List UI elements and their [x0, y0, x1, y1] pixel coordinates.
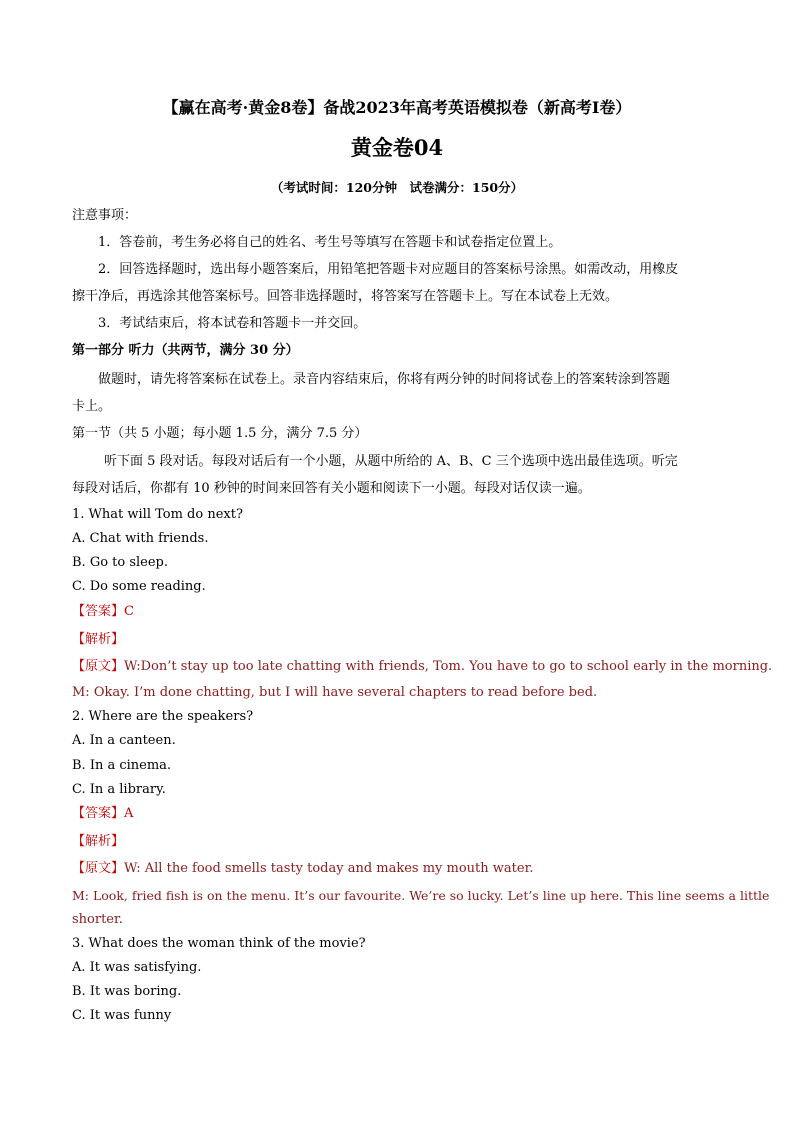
- q3-option-c: C. It was funny: [72, 1008, 172, 1023]
- exam-title: 【赢在高考·黄金8卷】备战2023年高考英语模拟卷（新高考I卷）: [162, 98, 632, 117]
- q2-original-2a: M: Look, fried fish is on the menu. It’s our favourite. We’re so lucky. Let’s line up here. This line seems a little: [72, 888, 770, 903]
- part1-instruction-a: 做题时，请先将答案标在试卷上。录音内容结束后，你将有两分钟的时间将试卷上的答案转涂到答题: [98, 372, 671, 387]
- q2-original-row: [72, 859, 720, 879]
- answer-label: 【答案】: [72, 806, 125, 821]
- original-label: 【原文】: [72, 659, 125, 674]
- answer-label: 【答案】: [72, 604, 125, 619]
- q2-original-2b: shorter.: [72, 912, 123, 927]
- q1-option-c: C. Do some reading.: [72, 579, 206, 594]
- q1-answer-row: [72, 602, 720, 622]
- q2-option-b: B. In a cinema.: [72, 758, 172, 773]
- q2-option-c: C. In a library.: [72, 782, 166, 797]
- original-label: 【原文】: [72, 861, 125, 876]
- section1-instruction-b: 每段对话后，你都有 10 秒钟的时间来回答有关小题和阅读下一小题。每段对话仅读一遍。: [72, 481, 591, 496]
- q1-answer: C: [124, 604, 134, 619]
- note-item-1: 1．答卷前，考生务必将自己的姓名、考生号等填写在答题卡和试卷指定位置上。: [98, 235, 562, 250]
- section1-instruction-a: 听下面 5 段对话。每段对话后有一个小题，从题中所给的 A、B、C 三个选项中选出最佳选项。听完: [104, 454, 678, 469]
- q1-option-a: A. Chat with friends.: [72, 531, 209, 546]
- q2-analysis-label: 【解析】: [72, 834, 125, 849]
- q1-option-b: B. Go to sleep.: [72, 555, 169, 570]
- q3-option-b: B. It was boring.: [72, 984, 182, 999]
- section1-heading: 第一节（共 5 小题；每小题 1.5 分，满分 7.5 分）: [72, 426, 368, 441]
- q3-option-a: A. It was satisfying.: [72, 960, 202, 975]
- q2-answer-row: [72, 804, 720, 824]
- q2-option-a: A. In a canteen.: [72, 733, 176, 748]
- q2-stem: 2. Where are the speakers?: [72, 709, 254, 724]
- q3-stem: 3. What does the woman think of the movie?: [72, 936, 366, 951]
- q1-original-row: [72, 657, 773, 677]
- q2-answer: A: [124, 806, 134, 821]
- note-item-3: 3．考试结束后，将本试卷和答题卡一并交回。: [98, 316, 367, 331]
- note-item-2a: 2．回答选择题时，选出每小题答案后，用铅笔把答题卡对应题目的答案标号涂黑。如需改动，用橡皮: [98, 262, 679, 277]
- q1-original-2: M: Okay. I’m done chatting, but I will have several chapters to read before bed.: [72, 685, 598, 700]
- q1-original-1: W:Don’t stay up too late chatting with friends, Tom. You have to go to school early in the morning.: [124, 659, 773, 674]
- q1-stem: 1. What will Tom do next?: [72, 507, 243, 522]
- q1-analysis-label: 【解析】: [72, 632, 125, 647]
- q2-original-1: W: All the food smells tasty today and makes my mouth water.: [124, 861, 534, 876]
- paper-subtitle: 黄金卷04: [350, 135, 444, 160]
- note-item-2b: 擦干净后，再选涂其他答案标号。回答非选择题时，将答案写在答题卡上。写在本试卷上无效。: [72, 289, 619, 304]
- notes-heading: 注意事项：: [72, 208, 138, 223]
- part1-heading: 第一部分 听力（共两节，满分 30 分）: [72, 343, 299, 358]
- part1-instruction-b: 卡上。: [72, 399, 112, 414]
- time-info: （考试时间：120分钟 试卷满分：150分）: [270, 180, 524, 195]
